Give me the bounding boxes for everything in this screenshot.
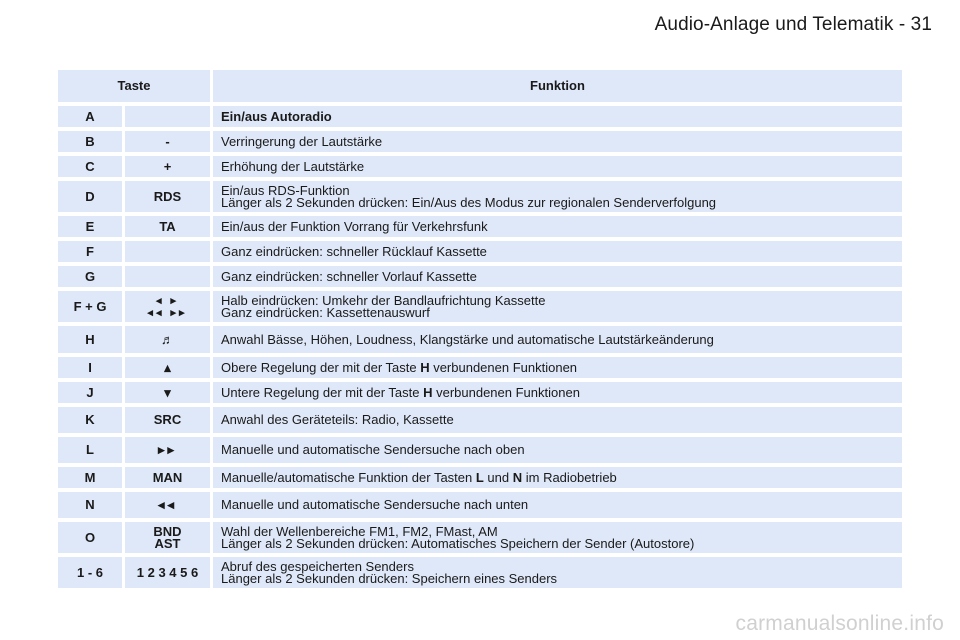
- key-symbol: TA: [125, 216, 213, 237]
- table-row: [58, 492, 902, 518]
- key-label: F + G: [58, 291, 125, 322]
- table-row: [58, 437, 902, 463]
- music-note-icon: ♬: [125, 326, 213, 353]
- function-text-part: verbundenen Funktionen: [429, 359, 578, 375]
- function-line: Halb eindrücken: Umkehr der Bandlaufrichtung Kassette: [221, 292, 546, 308]
- key-label: D: [58, 181, 125, 212]
- key-label: I: [58, 357, 125, 378]
- function-line: Abruf des gespeicherten Senders: [221, 558, 414, 574]
- table-row: [58, 241, 902, 262]
- page-title: Audio-Anlage und Telematik - 31: [654, 14, 932, 35]
- key-label: A: [58, 106, 125, 127]
- table-row: [58, 216, 902, 237]
- table-row: [58, 557, 902, 588]
- table-row: [58, 467, 902, 488]
- key-symbol: [125, 522, 213, 553]
- function-text: Verringerung der Lautstärke: [213, 131, 902, 152]
- table-row: [58, 357, 902, 378]
- function-key-ref: H: [420, 359, 430, 375]
- function-text: Ganz eindrücken: schneller Rücklauf Kassette: [213, 241, 902, 262]
- key-symbol: +: [125, 156, 213, 177]
- function-text: Erhöhung der Lautstärke: [213, 156, 902, 177]
- table-row: [58, 156, 902, 177]
- key-symbol: [125, 106, 213, 127]
- key-symbol: MAN: [125, 467, 213, 488]
- key-label: G: [58, 266, 125, 287]
- key-symbol: SRC: [125, 407, 213, 433]
- table-row: [58, 181, 902, 212]
- function-text: [213, 467, 902, 488]
- function-text: [213, 357, 902, 378]
- function-text: Anwahl Bässe, Höhen, Loudness, Klangstärke und automatische Lautstärkeänderung: [213, 326, 902, 353]
- function-text: [213, 522, 902, 553]
- function-line: Wahl der Wellenbereiche FM1, FM2, FMast, AM: [221, 523, 498, 539]
- arrow-down-icon: ▾: [125, 382, 213, 403]
- key-label: J: [58, 382, 125, 403]
- key-symbol: [125, 241, 213, 262]
- arrow-left-right-icon: ◂ ▸: [155, 294, 180, 307]
- table-row: [58, 266, 902, 287]
- key-label: 1 - 6: [58, 557, 125, 588]
- function-key-ref: N: [512, 469, 523, 485]
- key-label: K: [58, 407, 125, 433]
- function-text-part: Untere Regelung der mit der Taste: [221, 384, 424, 400]
- function-line: Länger als 2 Sekunden drücken: Speichern eines Senders: [221, 570, 558, 586]
- key-label: F: [58, 241, 125, 262]
- function-key-ref: H: [423, 384, 433, 400]
- key-symbol-line: AST: [154, 535, 181, 551]
- key-symbol: RDS: [125, 181, 213, 212]
- table-row: [58, 291, 902, 322]
- table-row: [58, 131, 902, 152]
- function-text-part: im Radiobetrieb: [522, 469, 617, 485]
- function-text: [213, 291, 902, 322]
- function-text-part: Obere Regelung der mit der Taste: [221, 359, 421, 375]
- function-table: [58, 66, 902, 592]
- key-label: B: [58, 131, 125, 152]
- function-line: Länger als 2 Sekunden drücken: Automatisches Speichern der Sender (Autostore): [221, 535, 695, 551]
- double-arrow-left-right-icon: ◂◂ ▸▸: [147, 306, 188, 319]
- function-text-part: Manuelle/automatische Funktion der Tasten: [221, 469, 476, 485]
- key-label: L: [58, 437, 125, 463]
- table-header-row: [58, 70, 902, 102]
- function-line: Länger als 2 Sekunden drücken: Ein/Aus des Modus zur regionalen Senderverfolgung: [221, 194, 717, 210]
- key-label: E: [58, 216, 125, 237]
- function-text: Ein/aus der Funktion Vorrang für Verkehrsfunk: [213, 216, 902, 237]
- function-text-part: und: [483, 469, 513, 485]
- key-label: N: [58, 492, 125, 518]
- column-header-taste: Taste: [58, 70, 213, 102]
- column-header-funktion: Funktion: [213, 70, 902, 102]
- watermark: carmanualsonline.info: [735, 612, 944, 635]
- function-text: Manuelle und automatische Sendersuche nach unten: [213, 492, 902, 518]
- key-symbol: [125, 266, 213, 287]
- function-line: Ein/aus RDS-Funktion: [221, 182, 350, 198]
- function-text: Ganz eindrücken: schneller Vorlauf Kassette: [213, 266, 902, 287]
- fast-forward-icon: ▸▸: [125, 437, 213, 463]
- table-row: [58, 106, 902, 127]
- table-row: [58, 522, 902, 553]
- function-key-ref: L: [475, 469, 484, 485]
- arrow-up-icon: ▴: [125, 357, 213, 378]
- table-row: [58, 326, 902, 353]
- key-label: M: [58, 467, 125, 488]
- function-text: [213, 382, 902, 403]
- function-text: [213, 557, 902, 588]
- function-text: Manuelle und automatische Sendersuche nach oben: [213, 437, 902, 463]
- rewind-icon: ◂◂: [125, 492, 213, 518]
- function-line: Ganz eindrücken: Kassettenauswurf: [221, 304, 430, 320]
- function-text: [213, 181, 902, 212]
- function-text: Anwahl des Geräteteils: Radio, Kassette: [213, 407, 902, 433]
- key-symbol-line: BND: [153, 523, 182, 539]
- table-row: [58, 382, 902, 403]
- table-row: [58, 407, 902, 433]
- key-symbol: [125, 291, 213, 322]
- function-text: Ein/aus Autoradio: [213, 106, 902, 127]
- key-symbol: 1 2 3 4 5 6: [125, 557, 213, 588]
- function-text-part: verbundenen Funktionen: [432, 384, 580, 400]
- key-label: C: [58, 156, 125, 177]
- key-label: O: [58, 522, 125, 553]
- key-label: H: [58, 326, 125, 353]
- key-symbol: -: [125, 131, 213, 152]
